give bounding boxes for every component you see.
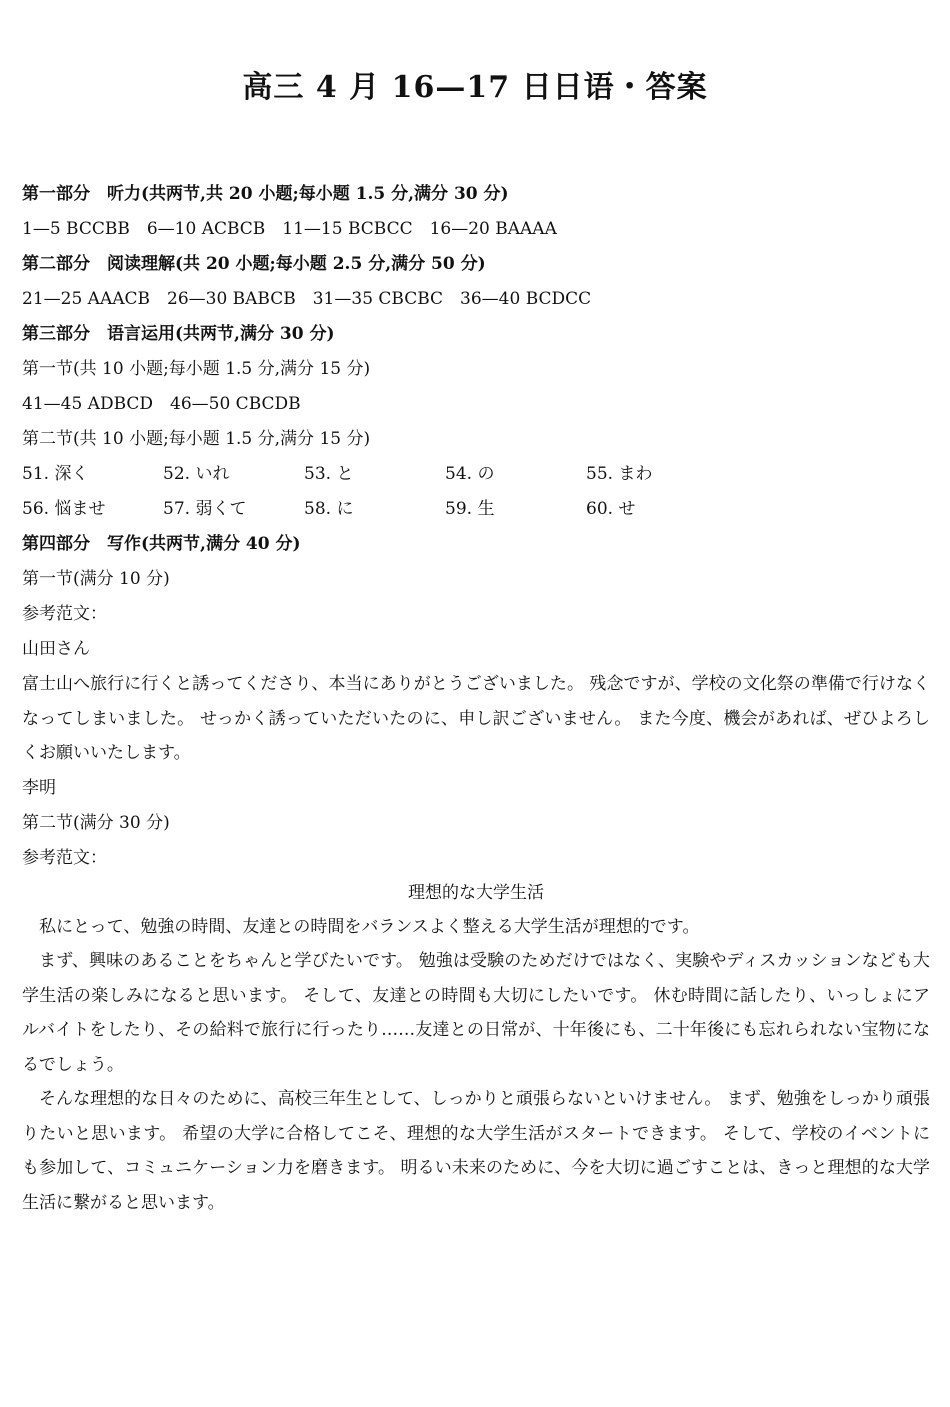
part4-section2-heading: 第二节(满分 30 分) — [22, 812, 170, 833]
part2-answers: 21—25 AAACB 26—30 BABCB 31—35 CBCBC 36—40 BCDCC — [22, 289, 592, 309]
part2-heading: 第二部分 阅读理解(共 20 小题;每小题 2.5 分,满分 50 分) — [22, 254, 486, 274]
part4-section1-ref-label: 参考范文： — [22, 604, 107, 624]
essay-paragraph-2: まず、興味のあることをちゃんと学びたいです。 勉強は受験のためだけではなく、実験やディスカッションなども大学生活の楽しみになると思います。 そして、友達との時間も大切にしたいです。 休む時間に話したり、いっしょにアルバイトをしたり、その給料で旅行に行ったり……友達との日常が、十年後にも、二十年後にも忘れられない宝物になるでしょう。 — [22, 951, 930, 1075]
answer-59: 59. 生 — [445, 499, 495, 519]
part4-heading: 第四部分 写作(共两节,满分 40 分) — [22, 534, 301, 554]
answer-53: 53. と — [304, 464, 354, 484]
answer-56: 56. 悩ませ — [22, 499, 106, 519]
essay-title: 理想的な大学生活 — [408, 882, 544, 903]
answer-60: 60. せ — [586, 499, 636, 519]
part1-answers: 1—5 BCCBB 6—10 ACBCB 11—15 BCBCC 16—20 BAAAA — [22, 219, 557, 239]
answer-52: 52. いれ — [163, 464, 230, 484]
letter-signature: 李明 — [22, 777, 56, 798]
part3-section2-heading: 第二节(共 10 小题;每小题 1.5 分,满分 15 分) — [22, 429, 371, 449]
answer-54: 54. の — [445, 464, 495, 484]
answer-row-51-55 — [22, 457, 930, 492]
answer-row-56-60 — [22, 492, 930, 527]
part3-heading: 第三部分 语言运用(共两节,满分 30 分) — [22, 324, 335, 344]
part4-section1-heading: 第一节(满分 10 分) — [22, 569, 170, 589]
part3-section1-heading: 第一节(共 10 小题;每小题 1.5 分,满分 15 分) — [22, 359, 371, 379]
answer-55: 55. まわ — [586, 464, 653, 484]
part4-section2-ref-label: 参考范文： — [22, 847, 107, 868]
letter-body: 富士山へ旅行に行くと誘ってくださり、本当にありがとうございました。 残念ですが、学校の文化祭の準備で行けなくなってしまいました。 せっかく誘っていただいたのに、申し訳ございません。 また今度、機会があれば、ぜひよろしくお願いいたします。 — [22, 674, 930, 763]
answer-51: 51. 深く — [22, 464, 89, 484]
page-title: 高三 4 月 16—17 日日语・答案 — [242, 70, 708, 105]
answer-content — [22, 177, 930, 1220]
part3-section1-answers: 41—45 ADBCD 46—50 CBCDB — [22, 394, 301, 414]
letter-salutation: 山田さん — [22, 639, 90, 659]
answer-57: 57. 弱くて — [163, 499, 247, 519]
part1-heading: 第一部分 听力(共两节,共 20 小题;每小题 1.5 分,满分 30 分) — [22, 184, 509, 204]
essay-paragraph-3: そんな理想的な日々のために、高校三年生として、しっかりと頑張らないといけません。 まず、勉強をしっかり頑張りたいと思います。 希望の大学に合格してこそ、理想的な大学生活がスタートできます。 そして、学校のイベントにも参加して、コミュニケーション力を磨きます。 明るい未来のために、今を大切に過ごすことは、きっと理想的な大学生活に繋がると思います。 — [22, 1089, 930, 1213]
essay-paragraph-1: 私にとって、勉強の時間、友達との時間をバランスよく整える大学生活が理想的です。 — [39, 916, 700, 937]
answer-58: 58. に — [304, 499, 354, 519]
